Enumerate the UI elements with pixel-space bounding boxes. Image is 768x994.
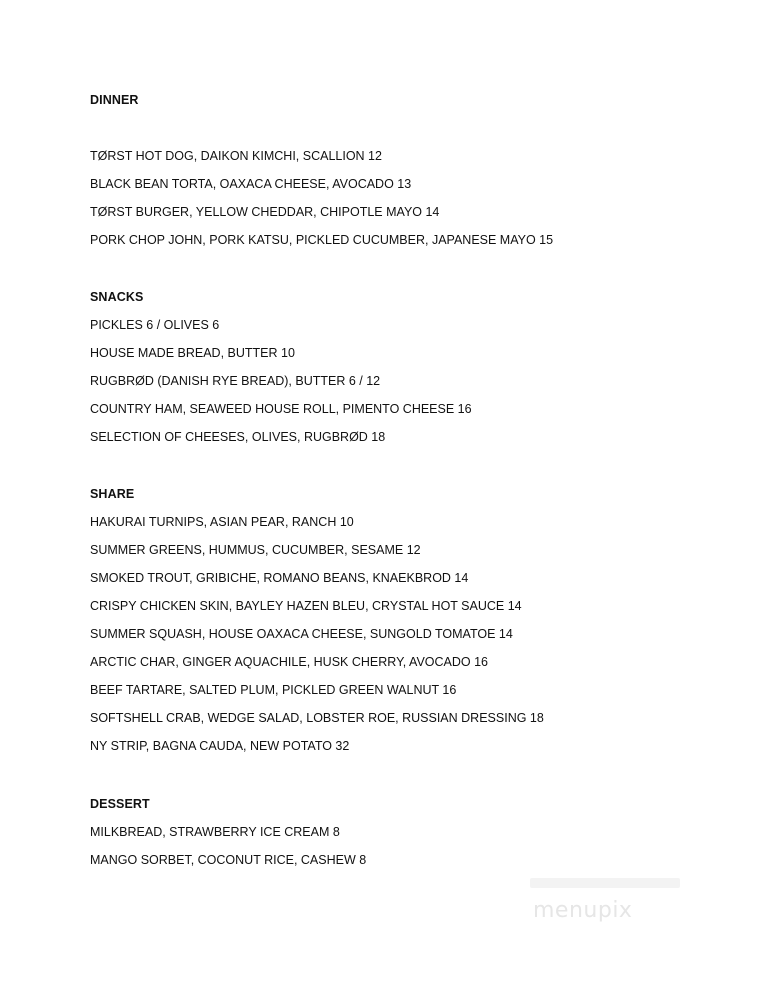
menu-item: HAKURAI TURNIPS, ASIAN PEAR, RANCH 10 <box>90 515 354 529</box>
watermark-bar <box>530 878 680 888</box>
snacks-items <box>90 318 472 444</box>
section-share <box>90 487 544 753</box>
menu-item: PORK CHOP JOHN, PORK KATSU, PICKLED CUCUMBER, JAPANESE MAYO 15 <box>90 233 554 247</box>
section-snacks <box>90 290 472 444</box>
menu-item: RUGBRØD (DANISH RYE BREAD), BUTTER 6 / 12 <box>90 374 381 388</box>
menu-item: SOFTSHELL CRAB, WEDGE SALAD, LOBSTER ROE, RUSSIAN DRESSING 18 <box>90 711 544 725</box>
dinner-items <box>90 149 553 247</box>
share-items <box>90 515 544 753</box>
menu-item: HOUSE MADE BREAD, BUTTER 10 <box>90 346 295 360</box>
menu-item: CRISPY CHICKEN SKIN, BAYLEY HAZEN BLEU, CRYSTAL HOT SAUCE 14 <box>90 599 522 613</box>
section-title-snacks: SNACKS <box>90 290 144 304</box>
dessert-items <box>90 825 366 867</box>
menu-item: SUMMER GREENS, HUMMUS, CUCUMBER, SESAME 12 <box>90 543 421 557</box>
menu-item: MILKBREAD, STRAWBERRY ICE CREAM 8 <box>90 825 340 839</box>
menu-item: BLACK BEAN TORTA, OAXACA CHEESE, AVOCADO 13 <box>90 177 412 191</box>
section-dessert <box>90 797 366 867</box>
menu-item: BEEF TARTARE, SALTED PLUM, PICKLED GREEN WALNUT 16 <box>90 683 457 697</box>
menupix-watermark: menupix <box>533 898 633 923</box>
menu-item: COUNTRY HAM, SEAWEED HOUSE ROLL, PIMENTO CHEESE 16 <box>90 402 472 416</box>
menu-item: ARCTIC CHAR, GINGER AQUACHILE, HUSK CHERRY, AVOCADO 16 <box>90 655 489 669</box>
section-title-dessert: DESSERT <box>90 797 150 811</box>
menu-item: TØRST BURGER, YELLOW CHEDDAR, CHIPOTLE MAYO 14 <box>90 205 440 219</box>
section-title-dinner: DINNER <box>90 93 139 107</box>
section-title-share: SHARE <box>90 487 135 501</box>
menu-item: SELECTION OF CHEESES, OLIVES, RUGBRØD 18 <box>90 430 386 444</box>
menu-item: SMOKED TROUT, GRIBICHE, ROMANO BEANS, KNAEKBROD 14 <box>90 571 469 585</box>
section-dinner <box>90 93 553 247</box>
menu-item: TØRST HOT DOG, DAIKON KIMCHI, SCALLION 12 <box>90 149 382 163</box>
menu-item: PICKLES 6 / OLIVES 6 <box>90 318 220 332</box>
menu-item: MANGO SORBET, COCONUT RICE, CASHEW 8 <box>90 853 367 867</box>
menu-item: SUMMER SQUASH, HOUSE OAXACA CHEESE, SUNGOLD TOMATOE 14 <box>90 627 513 641</box>
menu-item: NY STRIP, BAGNA CAUDA, NEW POTATO 32 <box>90 739 350 753</box>
